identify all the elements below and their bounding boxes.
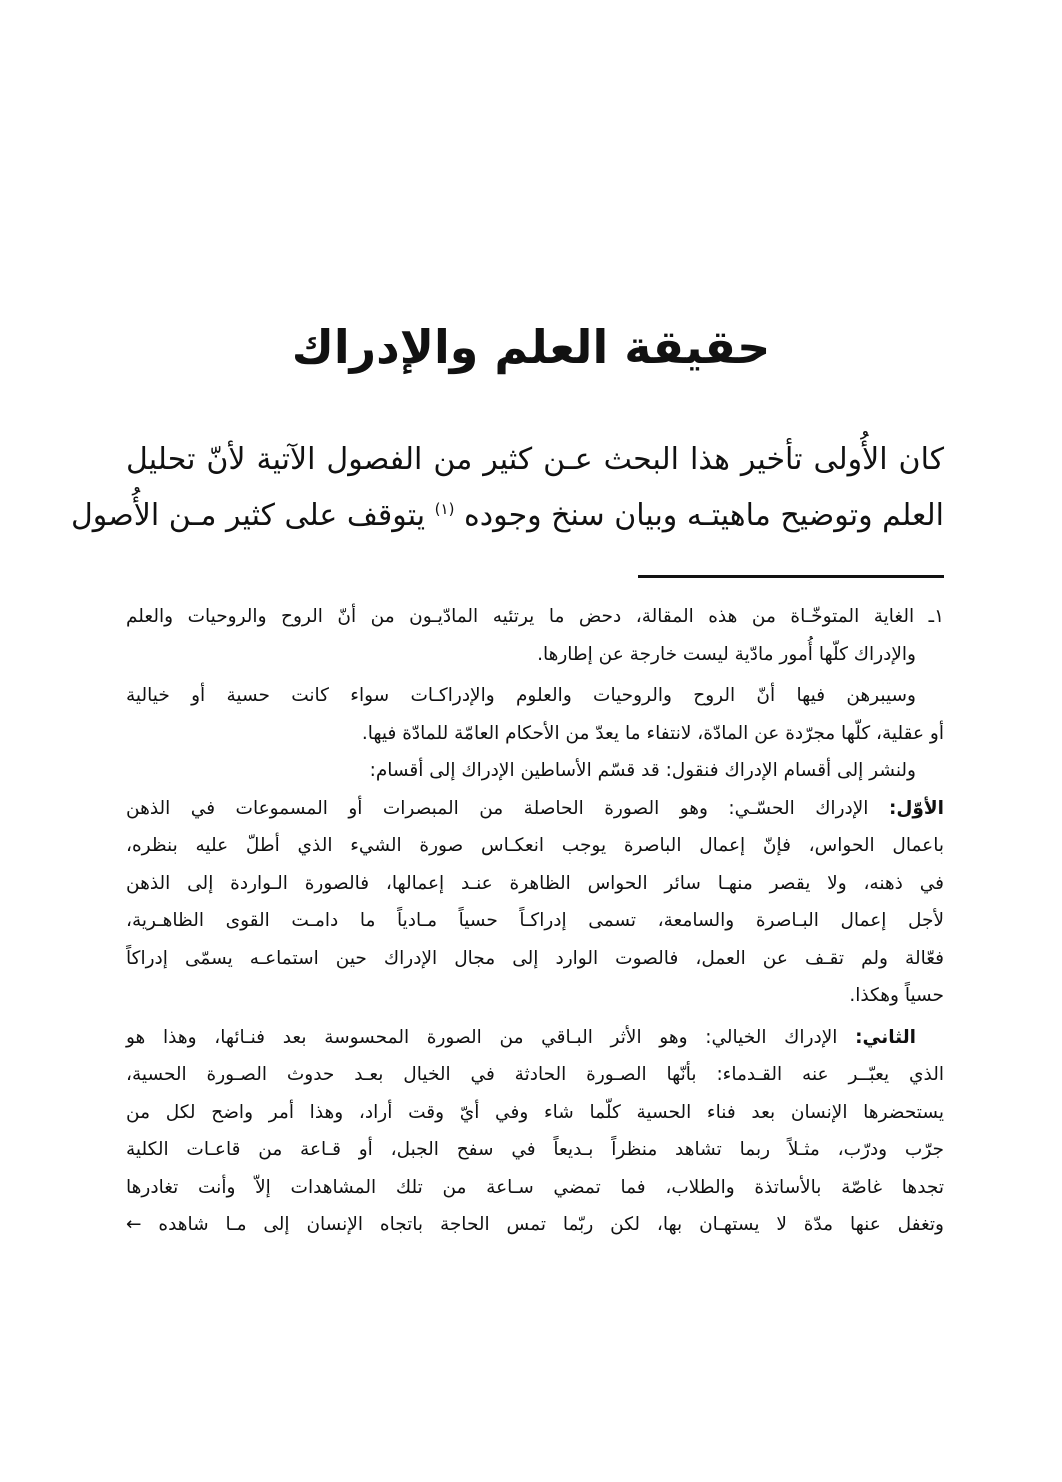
page-title: حقيقة العلم والإدراك [291, 320, 771, 374]
footnote-reference[interactable]: (١) [434, 500, 455, 518]
footnote-p4-line-6: حسياً وهكذا. [849, 985, 944, 1006]
footnote-p5-line-6: وتغفل عنها مدّة لا يستهـان بها، لكن ربّما تمس الحاجة باتجاه الإنسان إلى مـا شاهده ← [126, 1214, 944, 1235]
body-paragraph [70, 432, 944, 544]
footnote-p5-line-3: يستحضرها الإنسان بعد فناء الحسية كلّما شاء وفي أيّ وقت أراد، وهذا أمر واضح لكل من [126, 1101, 944, 1123]
body-line-2-start: العلم وتوضيح ماهيتـه وبيان سنخ وجوده [464, 498, 944, 533]
footnote-p4-line-1: الأوّل: الإدراك الحسّـي: وهو الصورة الحاصلة من المبصرات أو المسموعات في الذهن [126, 797, 945, 819]
footnote-p4-line-3: في ذهنه، ولا يقصر منهـا سائر الحواس الظاهرة عنـد إعمالها، فالصورة الـواردة إلى الذهن [126, 872, 944, 894]
footnotes-section [126, 598, 944, 1244]
footnote-p2-line-1: وسيبرهن فيها أنّ الروح والروحيات والعلوم والإدراكـات سواء كانت حسية أو خيالية [126, 685, 916, 706]
footnote-p4-line-4: لأجل إعمال البـاصرة والسامعة، تسمى إدراكـاً حسياً مـادياً ما دامـت القوى الظاهـرية، [126, 910, 944, 931]
footnote-p5-line-5: تجدها غاصّة بالأساتذة والطلاب، فما تمضي سـاعة من تلك المشاهدات إلاّ وأنت تغادرها [126, 1176, 944, 1198]
footnote-p5-line-2: الذي يعبّــر عنه القـدماء: بأنّها الصـورة الحادثة في الخيال بعـد حدوث الصـورة الحسية، [126, 1064, 944, 1085]
footnote-p3-line-1: ولنشر إلى أقسام الإدراك فنقول: قد قسّم الأساطين الإدراك إلى أقسام: [369, 760, 916, 781]
section-label-second: الثاني: [855, 1026, 916, 1048]
footnote-p4-line-2: باعمال الحواس، فإنّ إعمال الباصرة يوجب انعكـاس صورة الشيء الذي أطلّ عليه بنظره، [126, 835, 944, 856]
section-label-first: الأوّل: [888, 797, 945, 819]
footnote-1-line-2: والإدراك كلّها أُمور مادّية ليست خارجة عن إطارها. [537, 643, 916, 665]
body-line-1: كان الأُولى تأخير هذا البحث عـن كثير من الفصول الآتية لأنّ تحليل [126, 442, 944, 477]
footnote-p4-line-5: فعّالة ولم تقـف عن العمل، فالصوت الوارد إلى مجال الإدراك حين استماعـه يسمّى إدراكاً [126, 947, 944, 969]
body-line-2-end: يتوقف على كثير مـن الأُصول [70, 498, 426, 533]
footnote-separator [638, 575, 944, 578]
body-line-2 [70, 488, 944, 544]
footnote-p5-line-4: جرّب ودرّب، مثـلاً ربما تشاهد منظراً بـديعاً في سفح الجبل، أو قـاعة من قاعـات الكلية [126, 1139, 944, 1160]
footnote-p5-line-1: الثاني: الإدراك الخيالي: وهو الأثر البـاقي من الصورة المحسوسة بعد فنـائها، وهذا هو [126, 1026, 916, 1048]
footnote-1-line-1: ١ـ الغاية المتوخّـاة من هذه المقالة، دحض ما يرتئيه المادّيـون من أنّ الروح والروحيات والعلم [126, 606, 944, 627]
footnote-p2-line-2: أو عقلية، كلّها مجرّدة عن المادّة، لانتفاء ما يعدّ من الأحكام العامّة للمادّة فيها. [361, 722, 944, 744]
